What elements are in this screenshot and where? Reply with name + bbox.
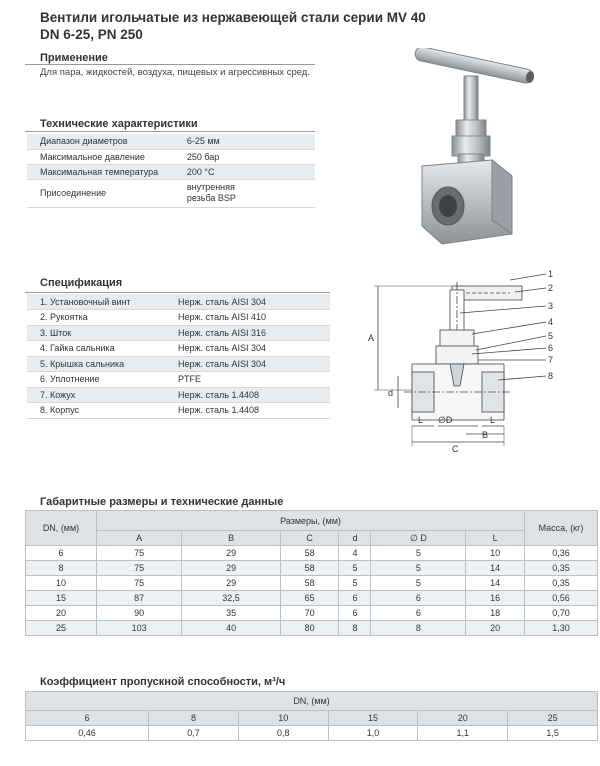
- dim-l-left: L: [418, 415, 424, 425]
- table-row: [27, 372, 330, 388]
- table-row: [27, 341, 330, 357]
- spec-part: 2. Рукоятка: [27, 310, 165, 326]
- table-row: [27, 356, 330, 372]
- spec-part: 4. Гайка сальника: [27, 341, 165, 357]
- kv-heading: Коэффициент пропускной способности, м³/ч: [40, 676, 286, 688]
- divider: [25, 131, 315, 132]
- table-row: [27, 179, 315, 207]
- table-row: 0,46 0,7 0,8 1,0 1,1 1,5: [26, 726, 598, 741]
- col-dn: DN, (мм): [26, 511, 97, 546]
- table-row: [27, 387, 330, 403]
- divider: [25, 292, 330, 293]
- table-row: [27, 310, 330, 326]
- dim-b: B: [482, 430, 489, 440]
- table-row: 10 75 29 58 5 5 14 0,35: [26, 576, 598, 591]
- spec-table: [27, 294, 330, 419]
- tech-label: Максимальное давление: [27, 149, 174, 164]
- callout-3: 3: [548, 301, 554, 311]
- callout-5: 5: [548, 331, 554, 341]
- tech-value: 200 °С: [174, 164, 315, 179]
- kv-table: [25, 691, 598, 741]
- tech-label: Присоединение: [27, 179, 174, 207]
- spec-material: Нерж. сталь AISI 410: [165, 310, 330, 326]
- callout-6: 6: [548, 343, 554, 353]
- dim-l-right: L: [490, 415, 496, 425]
- spec-material: PTFE: [165, 372, 330, 388]
- spec-material: Нерж. сталь AISI 304: [165, 294, 330, 310]
- table-row: [27, 294, 330, 310]
- spec-part: 7. Кожух: [27, 387, 165, 403]
- table-row: [27, 164, 315, 179]
- tech-value: 6-25 мм: [174, 134, 315, 149]
- col-dn: DN, (мм): [26, 692, 598, 711]
- spec-part: 1. Установочный винт: [27, 294, 165, 310]
- page-title: [40, 9, 426, 43]
- col-c: C: [280, 531, 339, 546]
- tech-label: Диапазон диаметров: [27, 134, 174, 149]
- table-header-row: [26, 692, 598, 711]
- title-line-2: DN 6-25, PN 250: [40, 27, 143, 42]
- table-header-row: [26, 511, 598, 531]
- table-row: [27, 325, 330, 341]
- callout-1: 1: [548, 269, 554, 279]
- spec-material: Нерж. сталь AISI 304: [165, 356, 330, 372]
- spec-material: Нерж. сталь 1.4408: [165, 403, 330, 419]
- valve-body: [422, 160, 512, 244]
- callout-7: 7: [548, 355, 554, 365]
- table-row: 20 90 35 70 6 6 18 0,70: [26, 606, 598, 621]
- table-row: 6 75 29 58 4 5 10 0,36: [26, 546, 598, 561]
- callout-8: 8: [548, 371, 554, 381]
- table-row: [27, 149, 315, 164]
- spec-part: 3. Шток: [27, 325, 165, 341]
- dim-a: A: [368, 333, 375, 343]
- tech-label: Максимальная температура: [27, 164, 174, 179]
- spec-heading: Спецификация: [40, 277, 123, 289]
- spec-material: Нерж. сталь AISI 304: [165, 341, 330, 357]
- col-mass: Масса, (кг): [525, 511, 598, 546]
- table-row: [27, 403, 330, 419]
- dim-d: d: [388, 388, 394, 398]
- table-row: 15 87 32,5 65 6 6 16 0,56: [26, 591, 598, 606]
- tech-value: внутренняя резьба BSP: [174, 179, 315, 207]
- dimensions-heading: Габаритные размеры и технические данные: [40, 496, 284, 508]
- tech-table: [27, 134, 315, 208]
- table-subheader-row: 6 8 10 15 20 25: [26, 711, 598, 726]
- spec-material: Нерж. сталь AISI 316: [165, 325, 330, 341]
- spec-material: Нерж. сталь 1.4408: [165, 387, 330, 403]
- spec-part: 5. Крышка сальника: [27, 356, 165, 372]
- bonnet-nut: [452, 136, 490, 156]
- table-row: 8 75 29 58 5 5 14 0,35: [26, 561, 598, 576]
- dim-c: C: [452, 444, 459, 454]
- spec-part: 6. Уплотнение: [27, 372, 165, 388]
- col-l: L: [466, 531, 525, 546]
- valve-stem: [464, 76, 478, 126]
- divider: [25, 64, 315, 65]
- valve-drawing: [360, 268, 570, 458]
- col-sizes: Размеры, (мм): [97, 511, 525, 531]
- col-d: d: [339, 531, 371, 546]
- callout-4: 4: [548, 317, 554, 327]
- tech-heading: Технические характеристики: [40, 118, 198, 130]
- dimensions-table: [25, 510, 598, 636]
- callout-2: 2: [548, 283, 554, 293]
- spec-part: 8. Корпус: [27, 403, 165, 419]
- col-b: B: [182, 531, 281, 546]
- table-row: [27, 134, 315, 149]
- valve-photo: [400, 48, 550, 258]
- table-row: 25 103 40 80 8 8 20 1,30: [26, 621, 598, 636]
- dim-diameter: ∅D: [438, 415, 453, 425]
- gland-nut: [456, 120, 486, 138]
- col-a: A: [97, 531, 182, 546]
- title-line-1: Вентили игольчатые из нержавеющей стали серии MV 40: [40, 10, 426, 25]
- application-heading: Применение: [40, 52, 108, 64]
- table-subheader-row: [26, 531, 598, 546]
- tech-value: 250 бар: [174, 149, 315, 164]
- col-diameter: ∅ D: [371, 531, 466, 546]
- application-text: Для пара, жидкостей, воздуха, пищевых и агрессивных сред.: [40, 67, 310, 78]
